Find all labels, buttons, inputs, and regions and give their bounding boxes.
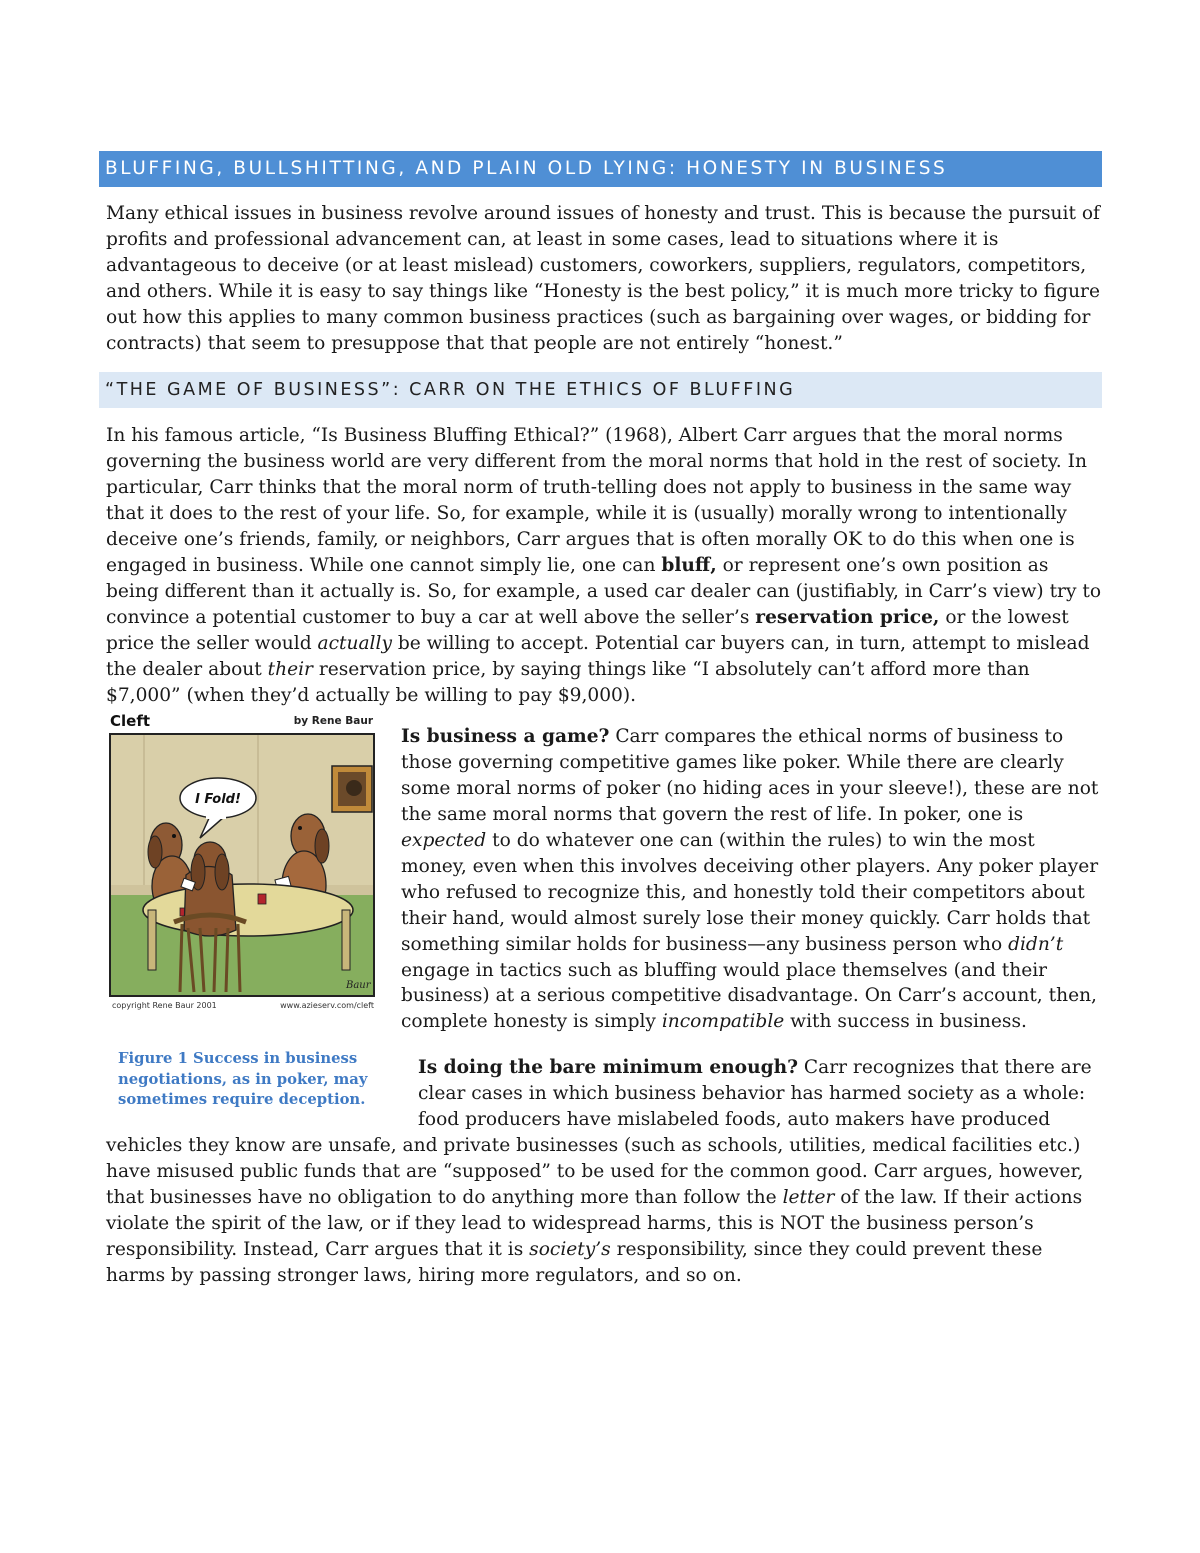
section-heading-honesty: BLUFFING, BULLSHITTING, AND PLAIN OLD LYING: HONESTY IN BUSINESS xyxy=(99,151,1102,187)
cartoon-copyright: copyright Rene Baur 2001 xyxy=(112,1001,217,1011)
emphasis-their: their xyxy=(267,658,313,680)
minimum-lead: Is doing the bare minimum enough? xyxy=(418,1057,799,1079)
cartoon-signature: Baur xyxy=(346,980,371,992)
figure-cartoon xyxy=(99,710,389,1012)
emphasis-didnt: didn’t xyxy=(1008,933,1064,955)
subsection-heading-game-of-business: “THE GAME OF BUSINESS”: CARR ON THE ETHICS OF BLUFFING xyxy=(99,372,1102,408)
cartoon-byline: by Rene Baur xyxy=(293,715,373,728)
intro-paragraph: Many ethical issues in business revolve around issues of honesty and trust. This is because the pursuit of profits and professional advancement can, at least in some cases, lead to situations where it is advantageous to deceive (or at least mislead) customers, coworkers, suppliers, regulators, competitors, and others. While it is easy to say things like “Honesty is the best policy,” it is much more tricky to figure out how this applies to many common business practices (such as bargaining over wages, or bidding for contracts) that seem to presuppose that that people are not entirely “honest.” xyxy=(106,203,1100,354)
emphasis-actually: actually xyxy=(317,632,392,654)
emphasis-incompatible: incompatible xyxy=(661,1011,785,1033)
game-lead: Is business a game? xyxy=(401,726,610,748)
emphasis-expected: expected xyxy=(401,830,487,852)
cartoon-title: Cleft xyxy=(110,712,151,731)
carr-paragraph: In his famous article, “Is Business Bluffing Ethical?” (1968), Albert Carr argues that the moral norms governing the business world are very different from the moral norms that hold in the rest of society. In particular, Carr thinks that the moral norm of truth-telling does not apply to business in the same way that it does to the rest of your life. So, for example, while it is (usually) morally wrong to intentionally deceive one’s friends, family, or neighbors, Carr argues that is often morally OK to do this when one is engaged in business. While one cannot simply lie, one can bluff, or represent one’s own position as being different than it actually is. So, for example, a used car dealer can (justifiably, in Carr’s view) try to convince a potential customer to buy a car at well above the seller’s reservation price, or the lowest price the seller would actually be willing to accept. Potential car buyers can, in turn, attempt to mislead the dealer about their reservation price, by saying things like “I absolutely can’t afford more than $7,000” (when they’d actually be willing to pay $9,000). xyxy=(106,425,1102,706)
emphasis-letter: letter xyxy=(782,1186,835,1208)
emphasis-societys: society’s xyxy=(529,1238,611,1260)
page-content xyxy=(99,151,1102,1288)
term-bluff: bluff, xyxy=(661,554,717,576)
term-reservation-price: reservation price, xyxy=(755,606,940,628)
figure-caption: Figure 1 Success in business negotiations, as in poker, may sometimes require deception. xyxy=(118,1050,368,1109)
minimum-paragraph: Is doing the bare minimum enough? Carr recognizes that there are clear cases in which business behavior has harmed society as a whole: food producers have mislabeled foods, auto makers have produced vehicles they know are unsafe, and private businesses (such as schools, utilities, medical facilities etc.) have misused public funds that are “supposed” to be used for the common good. Carr argues, however, that businesses have no obligation to do anything more than follow the letter of the law. If their actions violate the spirit of the law, or if they lead to widespread harms, this is NOT the business person’s responsibility. Instead, Carr argues that it is society’s responsibility, since they could prevent these harms by passing stronger laws, hiring more regulators, and so on. xyxy=(106,1057,1092,1286)
game-paragraph: Is business a game? Carr compares the ethical norms of business to those governing competitive games like poker. While there are clearly some moral norms of poker (no hiding aces in your sleeve!), these are not the same moral norms that govern the rest of life. In poker, one is expected to do whatever one can (within the rules) to win the most money, even when this involves deceiving other players. Any poker player who refused to recognize this, and honestly told their competitors about their hand, would almost surely lose their money quickly. Carr holds that something similar holds for business—any business person who didn’t engage in tactics such as bluffing would place themselves (and their business) at a serious competitive disadvantage. On Carr’s account, then, complete honesty is simply incompatible with success in business. xyxy=(401,726,1099,1033)
cartoon-speech: I Fold! xyxy=(195,792,241,808)
cartoon-image xyxy=(108,710,378,1012)
cartoon-url: www.azieserv.com/cleft xyxy=(280,1001,374,1011)
